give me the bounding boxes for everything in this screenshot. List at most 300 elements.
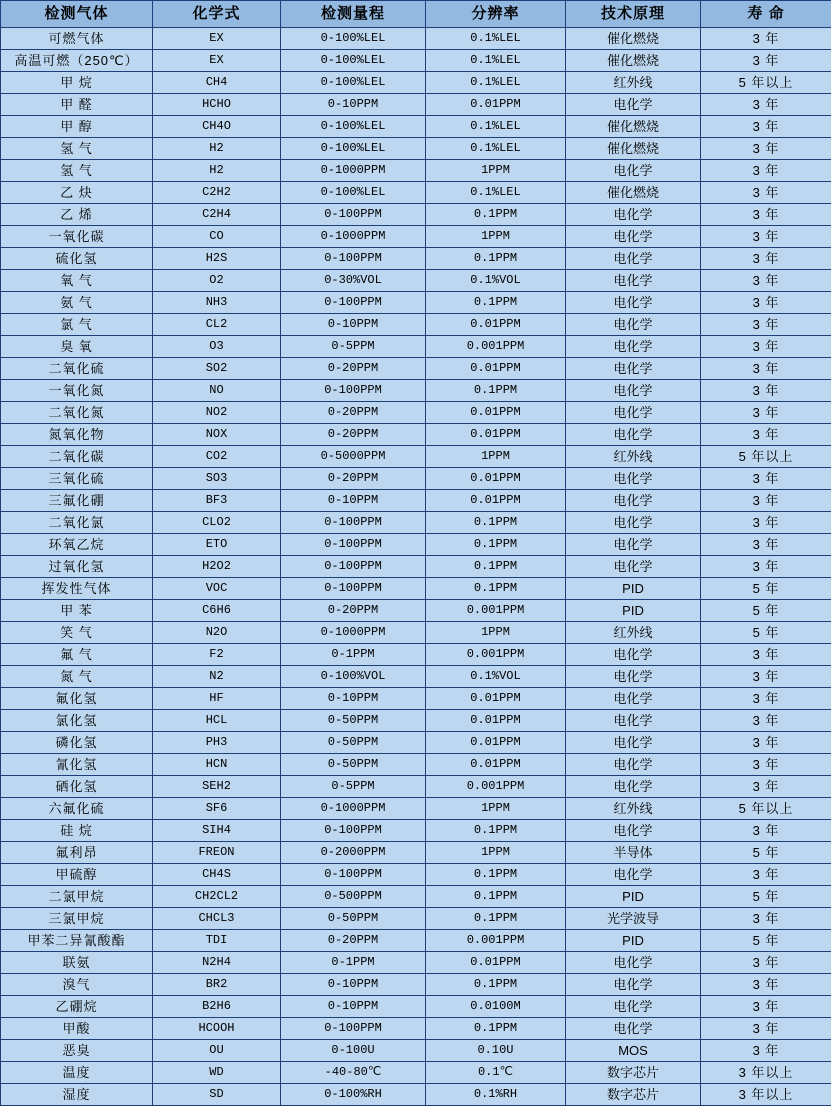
cell-detection-range: 0-10PPM (281, 996, 426, 1018)
cell-lifetime: 3 年 (701, 908, 831, 930)
cell-technology-principle: 电化学 (566, 204, 701, 226)
cell-lifetime: 3 年 (701, 1018, 831, 1040)
cell-chemical-formula: HCHO (153, 94, 281, 116)
cell-resolution: 0.01PPM (426, 688, 566, 710)
cell-chemical-formula: CO2 (153, 446, 281, 468)
cell-lifetime: 3 年 (701, 248, 831, 270)
cell-detection-range: 0-100PPM (281, 1018, 426, 1040)
cell-technology-principle: MOS (566, 1040, 701, 1062)
cell-technology-principle: 电化学 (566, 226, 701, 248)
cell-gas-name: 氰化氢 (1, 754, 153, 776)
cell-detection-range: 0-50PPM (281, 710, 426, 732)
cell-gas-name: 可燃气体 (1, 28, 153, 50)
cell-lifetime: 3 年 (701, 424, 831, 446)
table-row (1, 600, 831, 622)
cell-gas-name: 甲硫醇 (1, 864, 153, 886)
cell-lifetime: 3 年 (701, 204, 831, 226)
table-row (1, 996, 831, 1018)
cell-technology-principle: 电化学 (566, 1018, 701, 1040)
table-row (1, 226, 831, 248)
cell-lifetime: 3 年 (701, 50, 831, 72)
cell-technology-principle: 数字芯片 (566, 1084, 701, 1106)
cell-chemical-formula: O2 (153, 270, 281, 292)
cell-gas-name: 甲 醇 (1, 116, 153, 138)
cell-resolution: 0.1%LEL (426, 50, 566, 72)
cell-detection-range: 0-50PPM (281, 908, 426, 930)
cell-detection-range: 0-5PPM (281, 336, 426, 358)
cell-detection-range: 0-10PPM (281, 974, 426, 996)
cell-technology-principle: PID (566, 930, 701, 952)
cell-resolution: 0.1PPM (426, 974, 566, 996)
cell-chemical-formula: H2 (153, 160, 281, 182)
cell-lifetime: 3 年 (701, 292, 831, 314)
table-row (1, 94, 831, 116)
cell-resolution: 0.1PPM (426, 820, 566, 842)
cell-detection-range: 0-1000PPM (281, 798, 426, 820)
cell-lifetime: 3 年 (701, 1040, 831, 1062)
cell-technology-principle: 电化学 (566, 952, 701, 974)
cell-gas-name: 溴气 (1, 974, 153, 996)
cell-lifetime: 3 年 (701, 996, 831, 1018)
cell-detection-range: 0-100PPM (281, 820, 426, 842)
cell-resolution: 0.001PPM (426, 336, 566, 358)
cell-gas-name: 笑 气 (1, 622, 153, 644)
table-row (1, 468, 831, 490)
table-row (1, 666, 831, 688)
cell-technology-principle: 电化学 (566, 292, 701, 314)
cell-resolution: 1PPM (426, 622, 566, 644)
cell-lifetime: 3 年 (701, 864, 831, 886)
cell-lifetime: 3 年 (701, 534, 831, 556)
table-row (1, 292, 831, 314)
table-row (1, 622, 831, 644)
table-row (1, 776, 831, 798)
cell-detection-range: 0-100PPM (281, 556, 426, 578)
table-header-row (1, 1, 831, 28)
cell-chemical-formula: CH4 (153, 72, 281, 94)
cell-gas-name: 硒化氢 (1, 776, 153, 798)
cell-resolution: 0.1℃ (426, 1062, 566, 1084)
cell-chemical-formula: NOX (153, 424, 281, 446)
cell-gas-name: 三氯甲烷 (1, 908, 153, 930)
cell-gas-name: 过氧化氢 (1, 556, 153, 578)
cell-chemical-formula: SD (153, 1084, 281, 1106)
table-row (1, 688, 831, 710)
cell-resolution: 0.1%LEL (426, 72, 566, 94)
cell-chemical-formula: N2O (153, 622, 281, 644)
cell-gas-name: 氯化氢 (1, 710, 153, 732)
cell-technology-principle: 电化学 (566, 666, 701, 688)
cell-detection-range: 0-100%LEL (281, 116, 426, 138)
table-row (1, 864, 831, 886)
cell-resolution: 1PPM (426, 842, 566, 864)
cell-technology-principle: 催化燃烧 (566, 28, 701, 50)
cell-detection-range: 0-1000PPM (281, 622, 426, 644)
cell-chemical-formula: WD (153, 1062, 281, 1084)
cell-detection-range: 0-50PPM (281, 754, 426, 776)
cell-lifetime: 3 年 (701, 710, 831, 732)
table-row (1, 28, 831, 50)
cell-technology-principle: 红外线 (566, 798, 701, 820)
cell-detection-range: 0-20PPM (281, 424, 426, 446)
table-row (1, 138, 831, 160)
column-header-gas-name: 检测气体 (1, 1, 153, 28)
cell-lifetime: 3 年 (701, 380, 831, 402)
table-row (1, 952, 831, 974)
cell-chemical-formula: TDI (153, 930, 281, 952)
cell-technology-principle: 电化学 (566, 754, 701, 776)
cell-gas-name: 湿度 (1, 1084, 153, 1106)
cell-gas-name: 一氧化碳 (1, 226, 153, 248)
cell-technology-principle: 电化学 (566, 864, 701, 886)
cell-chemical-formula: OU (153, 1040, 281, 1062)
table-row (1, 842, 831, 864)
cell-lifetime: 3 年 (701, 182, 831, 204)
cell-technology-principle: PID (566, 600, 701, 622)
cell-gas-name: 恶臭 (1, 1040, 153, 1062)
cell-resolution: 0.01PPM (426, 732, 566, 754)
cell-technology-principle: 催化燃烧 (566, 116, 701, 138)
cell-detection-range: 0-5PPM (281, 776, 426, 798)
cell-gas-name: 甲酸 (1, 1018, 153, 1040)
cell-technology-principle: 电化学 (566, 644, 701, 666)
cell-lifetime: 3 年 (701, 754, 831, 776)
table-header (1, 1, 831, 28)
cell-detection-range: 0-100PPM (281, 578, 426, 600)
table-row (1, 1084, 831, 1106)
table-row (1, 314, 831, 336)
cell-detection-range: 0-100%VOL (281, 666, 426, 688)
table-row (1, 974, 831, 996)
cell-gas-name: 氨 气 (1, 292, 153, 314)
cell-technology-principle: 电化学 (566, 314, 701, 336)
cell-technology-principle: 电化学 (566, 688, 701, 710)
cell-resolution: 0.1PPM (426, 204, 566, 226)
table-row (1, 644, 831, 666)
cell-lifetime: 3 年 (701, 138, 831, 160)
cell-lifetime: 5 年 (701, 578, 831, 600)
cell-chemical-formula: B2H6 (153, 996, 281, 1018)
cell-resolution: 1PPM (426, 798, 566, 820)
cell-detection-range: 0-500PPM (281, 886, 426, 908)
cell-chemical-formula: CLO2 (153, 512, 281, 534)
cell-resolution: 0.1PPM (426, 1018, 566, 1040)
cell-lifetime: 3 年以上 (701, 1062, 831, 1084)
table-row (1, 534, 831, 556)
cell-lifetime: 5 年以上 (701, 446, 831, 468)
cell-gas-name: 二氧化硫 (1, 358, 153, 380)
table-row (1, 160, 831, 182)
cell-detection-range: 0-100PPM (281, 204, 426, 226)
table-row (1, 754, 831, 776)
cell-resolution: 0.0100M (426, 996, 566, 1018)
table-row (1, 424, 831, 446)
cell-chemical-formula: H2O2 (153, 556, 281, 578)
cell-resolution: 0.1PPM (426, 380, 566, 402)
table-row (1, 490, 831, 512)
cell-detection-range: -40-80℃ (281, 1062, 426, 1084)
cell-lifetime: 3 年 (701, 490, 831, 512)
cell-lifetime: 3 年以上 (701, 1084, 831, 1106)
cell-detection-range: 0-100PPM (281, 248, 426, 270)
cell-lifetime: 3 年 (701, 336, 831, 358)
cell-resolution: 0.1%VOL (426, 270, 566, 292)
table-row (1, 248, 831, 270)
table-row (1, 732, 831, 754)
cell-resolution: 0.1%RH (426, 1084, 566, 1106)
cell-technology-principle: 电化学 (566, 424, 701, 446)
cell-chemical-formula: NO2 (153, 402, 281, 424)
cell-resolution: 0.01PPM (426, 952, 566, 974)
cell-chemical-formula: HCL (153, 710, 281, 732)
table-row (1, 380, 831, 402)
cell-chemical-formula: NH3 (153, 292, 281, 314)
table-row (1, 930, 831, 952)
cell-chemical-formula: BR2 (153, 974, 281, 996)
cell-gas-name: 氮氧化物 (1, 424, 153, 446)
table-row (1, 358, 831, 380)
cell-technology-principle: 电化学 (566, 820, 701, 842)
column-header-lifetime: 寿 命 (701, 1, 831, 28)
cell-detection-range: 0-20PPM (281, 402, 426, 424)
cell-resolution: 0.1%VOL (426, 666, 566, 688)
cell-resolution: 0.01PPM (426, 468, 566, 490)
cell-technology-principle: 电化学 (566, 534, 701, 556)
cell-resolution: 0.01PPM (426, 710, 566, 732)
cell-gas-name: 联氨 (1, 952, 153, 974)
cell-detection-range: 0-10PPM (281, 490, 426, 512)
table-row (1, 182, 831, 204)
cell-lifetime: 5 年 (701, 930, 831, 952)
cell-lifetime: 3 年 (701, 556, 831, 578)
cell-detection-range: 0-1PPM (281, 644, 426, 666)
cell-resolution: 0.1PPM (426, 534, 566, 556)
cell-gas-name: 乙 烯 (1, 204, 153, 226)
cell-resolution: 0.1PPM (426, 292, 566, 314)
cell-detection-range: 0-1PPM (281, 952, 426, 974)
cell-gas-name: 六氟化硫 (1, 798, 153, 820)
cell-lifetime: 3 年 (701, 666, 831, 688)
cell-resolution: 0.01PPM (426, 424, 566, 446)
cell-technology-principle: 电化学 (566, 776, 701, 798)
cell-chemical-formula: C6H6 (153, 600, 281, 622)
cell-chemical-formula: EX (153, 28, 281, 50)
cell-lifetime: 3 年 (701, 644, 831, 666)
cell-resolution: 0.1PPM (426, 556, 566, 578)
cell-chemical-formula: O3 (153, 336, 281, 358)
cell-chemical-formula: H2S (153, 248, 281, 270)
table-row (1, 820, 831, 842)
cell-resolution: 0.1%LEL (426, 116, 566, 138)
cell-chemical-formula: EX (153, 50, 281, 72)
cell-detection-range: 0-2000PPM (281, 842, 426, 864)
cell-gas-name: 硫化氢 (1, 248, 153, 270)
cell-gas-name: 氟 气 (1, 644, 153, 666)
cell-lifetime: 3 年 (701, 314, 831, 336)
cell-gas-name: 氟利昂 (1, 842, 153, 864)
cell-chemical-formula: SEH2 (153, 776, 281, 798)
cell-resolution: 0.01PPM (426, 358, 566, 380)
cell-gas-name: 三氟化硼 (1, 490, 153, 512)
cell-detection-range: 0-1000PPM (281, 226, 426, 248)
cell-resolution: 0.001PPM (426, 600, 566, 622)
cell-resolution: 0.1PPM (426, 578, 566, 600)
cell-resolution: 0.1%LEL (426, 182, 566, 204)
cell-lifetime: 3 年 (701, 974, 831, 996)
cell-detection-range: 0-20PPM (281, 600, 426, 622)
cell-resolution: 0.01PPM (426, 754, 566, 776)
table-row (1, 798, 831, 820)
cell-gas-name: 挥发性气体 (1, 578, 153, 600)
cell-resolution: 1PPM (426, 226, 566, 248)
cell-chemical-formula: CHCL3 (153, 908, 281, 930)
cell-detection-range: 0-100%RH (281, 1084, 426, 1106)
cell-lifetime: 5 年以上 (701, 798, 831, 820)
cell-chemical-formula: CO (153, 226, 281, 248)
cell-resolution: 0.1PPM (426, 864, 566, 886)
cell-resolution: 1PPM (426, 160, 566, 182)
cell-lifetime: 3 年 (701, 732, 831, 754)
cell-gas-name: 甲 苯 (1, 600, 153, 622)
cell-lifetime: 5 年 (701, 886, 831, 908)
cell-technology-principle: 数字芯片 (566, 1062, 701, 1084)
cell-detection-range: 0-50PPM (281, 732, 426, 754)
cell-gas-name: 三氧化硫 (1, 468, 153, 490)
cell-gas-name: 温度 (1, 1062, 153, 1084)
cell-chemical-formula: PH3 (153, 732, 281, 754)
cell-resolution: 0.001PPM (426, 776, 566, 798)
cell-chemical-formula: SO2 (153, 358, 281, 380)
cell-lifetime: 3 年 (701, 28, 831, 50)
cell-chemical-formula: CH4O (153, 116, 281, 138)
cell-gas-name: 氮 气 (1, 666, 153, 688)
cell-chemical-formula: C2H2 (153, 182, 281, 204)
cell-chemical-formula: CL2 (153, 314, 281, 336)
cell-technology-principle: 电化学 (566, 358, 701, 380)
cell-technology-principle: 电化学 (566, 974, 701, 996)
cell-resolution: 0.1PPM (426, 886, 566, 908)
cell-technology-principle: PID (566, 886, 701, 908)
cell-lifetime: 3 年 (701, 512, 831, 534)
cell-resolution: 0.01PPM (426, 314, 566, 336)
cell-resolution: 0.1%LEL (426, 28, 566, 50)
cell-resolution: 0.01PPM (426, 94, 566, 116)
cell-resolution: 0.1%LEL (426, 138, 566, 160)
cell-gas-name: 氢 气 (1, 138, 153, 160)
cell-lifetime: 3 年 (701, 820, 831, 842)
cell-chemical-formula: ETO (153, 534, 281, 556)
cell-resolution: 0.01PPM (426, 402, 566, 424)
cell-resolution: 0.1PPM (426, 908, 566, 930)
cell-technology-principle: 电化学 (566, 380, 701, 402)
table-row (1, 116, 831, 138)
table-row (1, 1062, 831, 1084)
column-header-detection-range: 检测量程 (281, 1, 426, 28)
column-header-chemical-formula: 化学式 (153, 1, 281, 28)
cell-resolution: 0.01PPM (426, 490, 566, 512)
table-body (1, 28, 831, 1106)
cell-technology-principle: 电化学 (566, 402, 701, 424)
cell-chemical-formula: F2 (153, 644, 281, 666)
cell-resolution: 0.001PPM (426, 930, 566, 952)
cell-gas-name: 氧 气 (1, 270, 153, 292)
cell-lifetime: 3 年 (701, 358, 831, 380)
table-row (1, 512, 831, 534)
cell-detection-range: 0-30%VOL (281, 270, 426, 292)
cell-resolution: 0.1PPM (426, 512, 566, 534)
cell-resolution: 1PPM (426, 446, 566, 468)
cell-gas-name: 二氧化碳 (1, 446, 153, 468)
cell-gas-name: 甲 醛 (1, 94, 153, 116)
cell-gas-name: 乙 炔 (1, 182, 153, 204)
cell-detection-range: 0-100%LEL (281, 72, 426, 94)
table-row (1, 72, 831, 94)
cell-chemical-formula: HCN (153, 754, 281, 776)
cell-chemical-formula: NO (153, 380, 281, 402)
cell-technology-principle: 光学波导 (566, 908, 701, 930)
cell-gas-name: 氢 气 (1, 160, 153, 182)
cell-lifetime: 3 年 (701, 468, 831, 490)
table-row (1, 908, 831, 930)
cell-detection-range: 0-100%LEL (281, 50, 426, 72)
cell-chemical-formula: H2 (153, 138, 281, 160)
cell-technology-principle: 电化学 (566, 732, 701, 754)
cell-gas-name: 一氧化氮 (1, 380, 153, 402)
table-row (1, 886, 831, 908)
cell-lifetime: 3 年 (701, 402, 831, 424)
cell-technology-principle: 红外线 (566, 446, 701, 468)
cell-lifetime: 5 年 (701, 600, 831, 622)
cell-detection-range: 0-100%LEL (281, 182, 426, 204)
cell-gas-name: 环氧乙烷 (1, 534, 153, 556)
cell-detection-range: 0-100PPM (281, 292, 426, 314)
cell-lifetime: 5 年 (701, 842, 831, 864)
cell-gas-name: 甲 烷 (1, 72, 153, 94)
table-row (1, 556, 831, 578)
cell-gas-name: 二氯甲烷 (1, 886, 153, 908)
table-row (1, 1040, 831, 1062)
cell-detection-range: 0-10PPM (281, 314, 426, 336)
cell-technology-principle: 红外线 (566, 622, 701, 644)
cell-chemical-formula: SF6 (153, 798, 281, 820)
cell-chemical-formula: HF (153, 688, 281, 710)
cell-lifetime: 5 年 (701, 622, 831, 644)
cell-gas-name: 氟化氢 (1, 688, 153, 710)
cell-technology-principle: 电化学 (566, 160, 701, 182)
table-row (1, 204, 831, 226)
cell-technology-principle: 催化燃烧 (566, 182, 701, 204)
cell-technology-principle: 电化学 (566, 336, 701, 358)
cell-technology-principle: 电化学 (566, 996, 701, 1018)
cell-detection-range: 0-1000PPM (281, 160, 426, 182)
table-row (1, 402, 831, 424)
table-row (1, 710, 831, 732)
cell-lifetime: 3 年 (701, 952, 831, 974)
cell-gas-name: 乙硼烷 (1, 996, 153, 1018)
cell-gas-name: 氯 气 (1, 314, 153, 336)
column-header-technology-principle: 技术原理 (566, 1, 701, 28)
cell-gas-name: 二氧化氯 (1, 512, 153, 534)
cell-technology-principle: 红外线 (566, 72, 701, 94)
cell-chemical-formula: FREON (153, 842, 281, 864)
cell-detection-range: 0-100U (281, 1040, 426, 1062)
table-row (1, 578, 831, 600)
cell-chemical-formula: CH2CL2 (153, 886, 281, 908)
cell-resolution: 0.1PPM (426, 248, 566, 270)
cell-lifetime: 5 年以上 (701, 72, 831, 94)
cell-chemical-formula: C2H4 (153, 204, 281, 226)
cell-gas-name: 甲苯二异氰酸酯 (1, 930, 153, 952)
